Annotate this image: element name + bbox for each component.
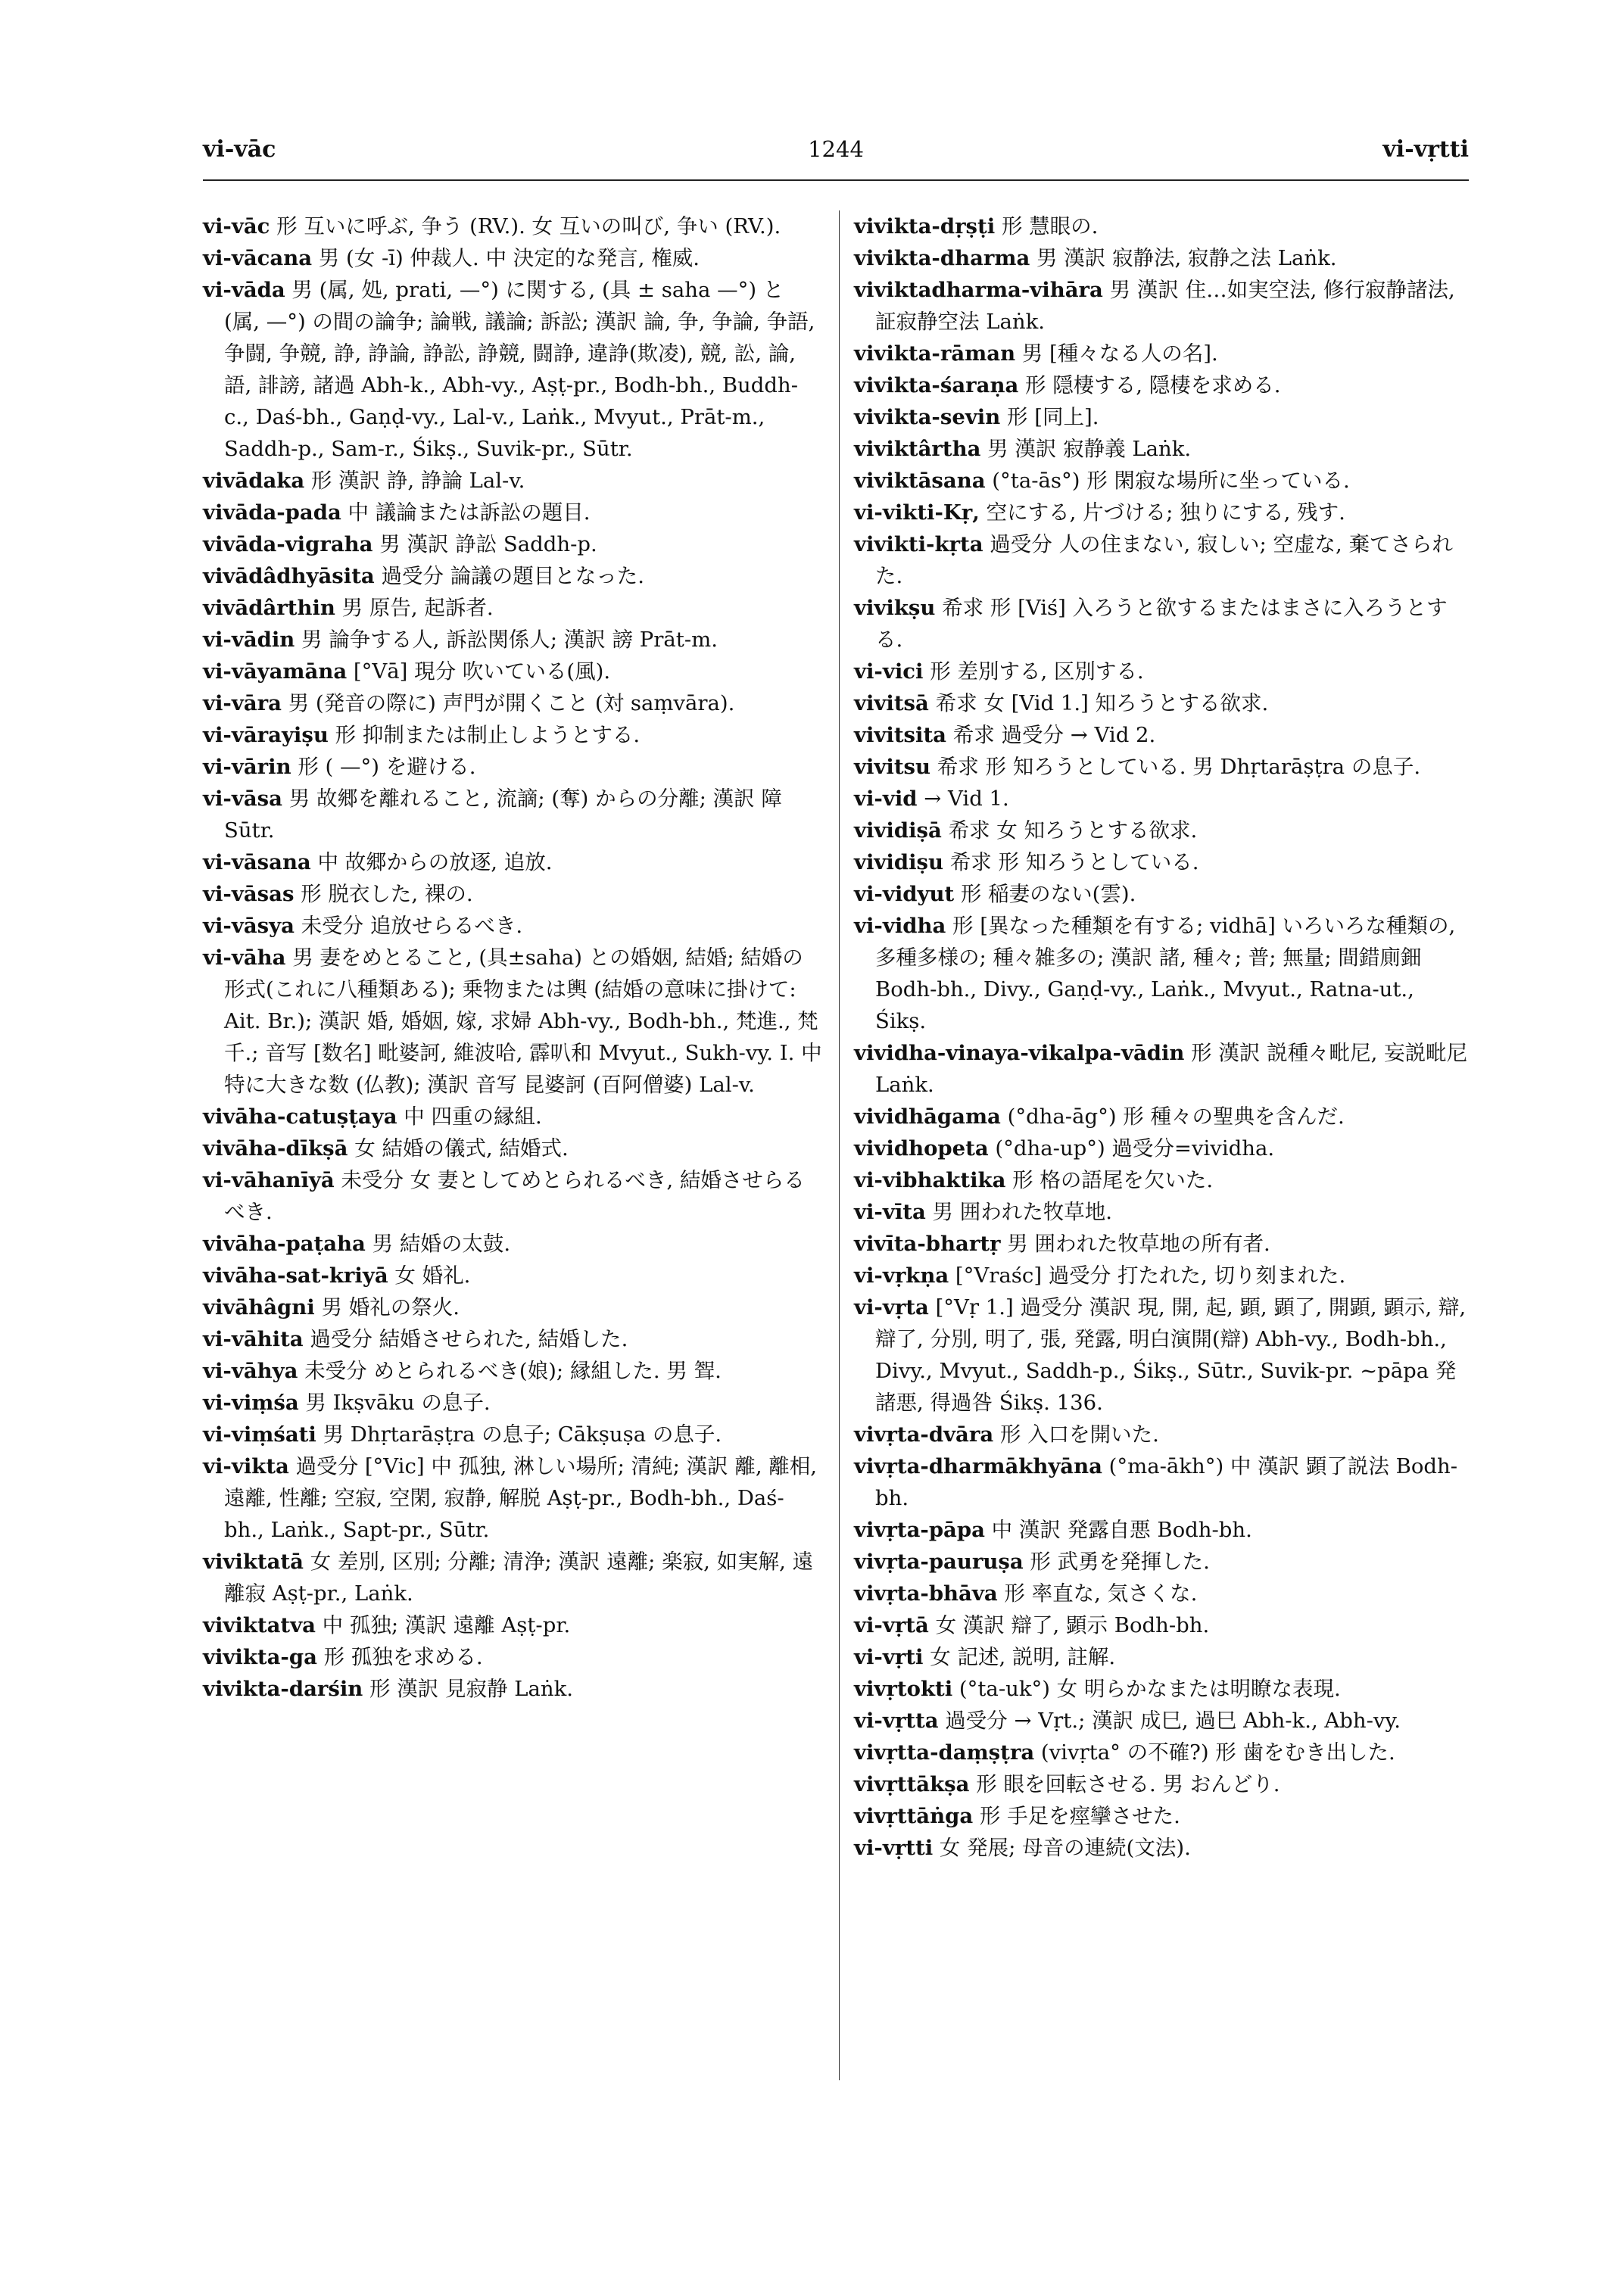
dictionary-entry [203, 1260, 822, 1291]
entry-definition: 形 互いに呼ぶ, 争う (RV.). 女 互いの叫び, 争い (RV.). [270, 214, 781, 238]
dictionary-entry [854, 1037, 1469, 1101]
entry-definition: 形 武勇を発揮した. [1023, 1550, 1210, 1574]
entry-definition: 未受分 追放せらるべき. [294, 914, 523, 938]
dictionary-entry [854, 1291, 1469, 1419]
entry-definition: 男 漢訳 寂静義 Laṅk. [980, 437, 1192, 461]
entry-definition: 形 ( —°) を避ける. [291, 755, 476, 779]
entry-definition: (°ta-uk°) 女 明らかなまたは明瞭な表現. [952, 1677, 1341, 1701]
entry-headword: vi-vikti-Kṛ, [854, 500, 980, 525]
dictionary-entry [854, 1737, 1469, 1768]
dictionary-entry [854, 910, 1469, 1037]
entry-definition: 未受分 めとられるべき(娘); 縁組した. 男 聟. [298, 1359, 722, 1383]
dictionary-entry [203, 274, 822, 465]
dictionary-entry [854, 592, 1469, 656]
dictionary-entry [203, 1450, 822, 1546]
dictionary-entry [203, 1323, 822, 1355]
entry-definition: 男 漢訳 諍訟 Saddh-p. [372, 532, 597, 556]
right-column [854, 210, 1469, 1864]
entry-definition: 過受分 人の住まない, 寂しい; 空虚な, 棄てさられた. [875, 532, 1454, 588]
entry-headword: vivikta-ga [203, 1645, 317, 1669]
entry-headword: vi-vīta [854, 1200, 926, 1224]
entry-headword: vi-vāda [203, 278, 285, 302]
entry-definition: 中 漢訳 発露自悪 Bodh-bh. [984, 1518, 1252, 1542]
dictionary-entry [854, 338, 1469, 369]
entry-definition: 男 漢訳 寂静法, 寂静之法 Laṅk. [1030, 246, 1337, 270]
entry-headword: vivṛttāṅga [854, 1804, 974, 1828]
dictionary-entry [203, 624, 822, 656]
entry-definition: 形 率直な, 気さくな. [997, 1581, 1198, 1606]
entry-definition: 男 婚礼の祭火. [314, 1295, 460, 1319]
entry-headword: vivāhâgni [203, 1295, 315, 1319]
entry-definition: 女 記述, 説明, 註解. [923, 1645, 1116, 1669]
dictionary-entry [854, 656, 1469, 687]
dictionary-entry [854, 846, 1469, 878]
entry-headword: vivikti-kṛta [854, 532, 983, 556]
entry-definition: 女 発展; 母音の連続(文法). [933, 1836, 1191, 1860]
entry-headword: vi-vṛti [854, 1645, 924, 1669]
dictionary-entry [854, 465, 1469, 497]
entry-headword: vi-vārin [203, 755, 291, 779]
dictionary-entry [854, 1609, 1469, 1641]
entry-definition: 男 (属, 処, prati, —°) に関する, (具 ± saha —°) と (属, —°) の間の論争; 論戦, 議論; 訴訟; 漢訳 論, 争, 争論, 争語, 争闘, 争競, 諍, 諍論, 諍訟, 諍競, 闘諍, 違諍(欺凌), 競, 訟, 論, 語, 誹謗, 諸過 Abh-k., Abh-vy., Aṣṭ-pr., Bodh-bh., Buddh-c., Daś-bh., Gaṇḍ-vy., Lal-v., Laṅk., Mvyut., Prāt-m., Saddh-p., Sam-r., Śikṣ., Suvik-pr., Sūtr. [224, 278, 815, 461]
entry-headword: vividiṣā [854, 818, 942, 843]
entry-definition: 形 [同上]. [1000, 405, 1099, 429]
dictionary-entry [854, 1546, 1469, 1578]
entry-headword: vi-viṃśa [203, 1391, 299, 1415]
entry-headword: vivikta-dṛṣṭi [854, 214, 996, 238]
entry-definition: 形 [異なった種類を有する; vidhā] いろいろな種類の, 多種多様の; 種々雑多の; 漢訳 諸, 種々; 普; 無量; 間錯廁鈿 Bodh-bh., Divy., Gaṇḍ-vy., Laṅk., Mvyut., Ratna-ut., Śikṣ. [875, 914, 1456, 1033]
entry-headword: vivṛta-pauruṣa [854, 1550, 1024, 1574]
entry-headword: viviktatā [203, 1550, 304, 1574]
entry-definition: 過受分 結婚させられた, 結婚した. [303, 1327, 628, 1351]
entry-headword: vivṛta-dvāra [854, 1422, 994, 1447]
entry-headword: vivṛttākṣa [854, 1772, 970, 1796]
entry-headword: vivīta-bhartṛ [854, 1232, 1001, 1256]
entry-definition: 希求 形 知ろうとしている. [943, 850, 1199, 874]
entry-headword: vividha-vinaya-vikalpa-vādin [854, 1041, 1185, 1065]
dictionary-entry [854, 1450, 1469, 1514]
entry-definition: 希求 形 [Viś] 入ろうと欲するまたはまさに入ろうとする. [875, 596, 1448, 652]
entry-definition: 中 議論または訴訟の題目. [341, 500, 591, 525]
dictionary-entry [854, 1800, 1469, 1832]
entry-headword: vivṛta-dharmākhyāna [854, 1454, 1102, 1478]
page-header [203, 136, 1469, 174]
entry-definition: 過受分 論議の題目となった. [374, 564, 644, 588]
entry-headword: vi-vidha [854, 914, 946, 938]
entry-headword: vivikṣu [854, 596, 936, 620]
dictionary-entry [854, 401, 1469, 433]
dictionary-entry [854, 687, 1469, 719]
entry-definition: → Vid 1. [917, 787, 1009, 811]
entry-headword: vi-vidyut [854, 882, 955, 906]
entry-headword: vividhopeta [854, 1136, 989, 1161]
entry-headword: vi-vārayiṣu [203, 723, 329, 747]
entry-headword: vivṛtokti [854, 1677, 953, 1701]
dictionary-entry [203, 465, 822, 497]
entry-headword: vi-vṛtti [854, 1836, 934, 1860]
entry-headword: vivitsu [854, 755, 931, 779]
dictionary-entry [854, 1578, 1469, 1609]
dictionary-entry [854, 1419, 1469, 1450]
page-number: 1244 [808, 136, 864, 162]
entry-definition: 形 脱衣した, 裸の. [294, 882, 473, 906]
entry-headword: vi-vāhanīyā [203, 1168, 335, 1192]
entry-definition: 希求 形 知ろうとしている. 男 Dhṛtarāṣṭra の息子. [930, 755, 1421, 779]
dictionary-entry [854, 1260, 1469, 1291]
dictionary-entry [203, 592, 822, 624]
entry-headword: vivādaka [203, 469, 305, 493]
entry-definition: 中 四重の縁組. [397, 1104, 542, 1129]
entry-headword: vividhāgama [854, 1104, 1001, 1129]
entry-definition: 男 Ikṣvāku の息子. [298, 1391, 491, 1415]
entry-definition: 希求 女 [Vid 1.] 知ろうとする欲求. [928, 691, 1269, 715]
dictionary-entry [203, 1291, 822, 1323]
entry-definition: 形 眼を回転させる. 男 おんどり. [969, 1772, 1280, 1796]
entry-definition: 形 漢訳 見寂静 Laṅk. [363, 1677, 574, 1701]
entry-headword: vivṛta-bhāva [854, 1581, 998, 1606]
entry-headword: vivāha-dīkṣā [203, 1136, 348, 1161]
entry-headword: vivikta-dharma [854, 246, 1030, 270]
entry-headword: vivāha-paṭaha [203, 1232, 366, 1256]
entry-headword: vivādâdhyāsita [203, 564, 375, 588]
entry-headword: vivṛta-pāpa [854, 1518, 985, 1542]
dictionary-entry [854, 1673, 1469, 1705]
entry-definition: 中 故郷からの放逐, 追放. [310, 850, 553, 874]
entry-definition: 希求 過受分 → Vid 2. [946, 723, 1156, 747]
dictionary-entry [854, 751, 1469, 783]
entry-headword: vi-vid [854, 787, 918, 811]
entry-definition: 形 漢訳 諍, 諍論 Lal-v. [304, 469, 525, 493]
entry-definition: (vivṛta° の不確?) 形 歯をむき出した. [1034, 1740, 1395, 1765]
dictionary-entry [854, 274, 1469, 338]
dictionary-entry [854, 242, 1469, 274]
entry-headword: vivikta-darśin [203, 1677, 363, 1701]
entry-definition: 形 孤独を求める. [316, 1645, 483, 1669]
entry-headword: vi-vici [854, 659, 924, 684]
dictionary-entry [854, 1228, 1469, 1260]
entry-headword: vivādârthin [203, 596, 335, 620]
dictionary-entry [203, 719, 822, 751]
entry-headword: vividiṣu [854, 850, 944, 874]
dictionary-entry [854, 1132, 1469, 1164]
entry-definition: 形 隠棲する, 隠棲を求める. [1018, 373, 1281, 397]
dictionary-entry [854, 1514, 1469, 1546]
entry-definition: 男 妻をめとること, (具±saha) との婚姻, 結婚; 結婚の形式(これに八種類ある); 乗物または輿 (結婚の意味に掛けて: Ait. Br.); 漢訳 婚, 婚姻, 嫁, 求婦 Abh-vy., Bodh-bh., 梵進., 梵千.; 音写 [数名] 毗婆訶, 維波哈, 霹叭和 Mvyut., Sukh-vy. I. 中 特に大きな数 (仏教); 漢訳 音写 昆婆訶 (百阿僧婆) Lal-v. [224, 946, 822, 1097]
dictionary-entry [203, 1546, 822, 1609]
column-divider [839, 210, 840, 2080]
dictionary-entry [203, 1609, 822, 1641]
entry-definition: 形 手足を痙攣させた. [973, 1804, 1180, 1828]
entry-headword: vivitsā [854, 691, 929, 715]
entry-definition: 形 抑制または制止しようとする. [328, 723, 641, 747]
entry-headword: vi-vāc [203, 214, 270, 238]
entry-headword: vi-vādin [203, 628, 295, 652]
entry-headword: vi-vāsa [203, 787, 282, 811]
entry-definition: 形 入口を開いた. [993, 1422, 1159, 1447]
header-rule [203, 179, 1469, 181]
dictionary-entry [203, 1387, 822, 1419]
dictionary-entry [854, 1164, 1469, 1196]
entry-headword: vi-vṛtta [854, 1709, 939, 1733]
entry-definition: 男 論争する人, 訴訟関係人; 漢訳 謗 Prāt-m. [295, 628, 718, 652]
entry-definition: 形 差別する, 区別する. [923, 659, 1144, 684]
entry-headword: vivitsita [854, 723, 947, 747]
entry-definition: 空にする, 片づける; 独りにする, 残す. [979, 500, 1345, 525]
entry-headword: vivāha-sat-kriyā [203, 1263, 388, 1288]
entry-definition: 女 漢訳 辯了, 顕示 Bodh-bh. [928, 1613, 1210, 1637]
dictionary-entry [203, 656, 822, 687]
entry-definition: (°ta-ās°) 形 閑寂な場所に坐っている. [985, 469, 1350, 493]
entry-headword: vi-vāsana [203, 850, 311, 874]
entry-headword: vi-vāsas [203, 882, 295, 906]
entry-headword: vivāda-pada [203, 500, 341, 525]
entry-definition: 形 格の語尾を欠いた. [1005, 1168, 1214, 1192]
entry-headword: viviktatva [203, 1613, 316, 1637]
entry-headword: vivikta-śaraṇa [854, 373, 1019, 397]
entry-definition: 男 囲われた牧草地. [925, 1200, 1113, 1224]
entry-headword: vi-vṛkṇa [854, 1263, 949, 1288]
dictionary-entry [203, 528, 822, 560]
dictionary-entry [203, 751, 822, 783]
entry-headword: vi-vāyamāna [203, 659, 348, 684]
dictionary-entry [854, 1196, 1469, 1228]
entry-headword: vi-vāha [203, 946, 286, 970]
dictionary-entry [854, 497, 1469, 528]
entry-headword: vi-vāra [203, 691, 282, 715]
entry-definition: 男 囲われた牧草地の所有者. [1000, 1232, 1270, 1256]
entry-definition: (°dha-up°) 過受分=vividha. [988, 1136, 1275, 1161]
entry-definition: 男 結婚の太鼓. [365, 1232, 511, 1256]
entry-headword: vi-viṃśati [203, 1422, 316, 1447]
entry-definition: 男 (発音の際に) 声門が開くこと (対 saṃvāra). [281, 691, 735, 715]
header-left-guideword: vi-vāc [203, 136, 276, 163]
entry-headword: viviktadharma-vihāra [854, 278, 1103, 302]
dictionary-entry [203, 783, 822, 846]
dictionary-entry [854, 1768, 1469, 1800]
entry-definition: 男 原告, 起訴者. [335, 596, 494, 620]
dictionary-entry [203, 1673, 822, 1705]
dictionary-entry [203, 687, 822, 719]
dictionary-entry [854, 719, 1469, 751]
entry-definition: 女 結婚の儀式, 結婚式. [348, 1136, 569, 1161]
dictionary-entry [203, 1132, 822, 1164]
dictionary-entry [203, 1641, 822, 1673]
header-right-guideword: vi-vṛtti [1382, 136, 1469, 163]
entry-definition: 希求 女 知ろうとする欲求. [941, 818, 1198, 843]
entry-definition: 過受分 → Vṛt.; 漢訳 成巳, 過巳 Abh-k., Abh-vy. [938, 1709, 1401, 1733]
dictionary-entry [854, 815, 1469, 846]
entry-definition: 中 孤独; 漢訳 遠離 Aṣṭ-pr. [315, 1613, 571, 1637]
dictionary-entry [854, 1832, 1469, 1864]
dictionary-entry [854, 1641, 1469, 1673]
entry-headword: vivāda-vigraha [203, 532, 373, 556]
entry-headword: vivikta-sevin [854, 405, 1001, 429]
dictionary-entry [854, 1101, 1469, 1132]
entry-headword: vi-vācana [203, 246, 313, 270]
entry-headword: vi-vāhita [203, 1327, 304, 1351]
dictionary-entry [203, 1355, 822, 1387]
entry-definition: (°ma-ākh°) 中 漢訳 顕了説法 Bodh-bh. [875, 1454, 1458, 1510]
dictionary-entry [203, 942, 822, 1101]
entry-headword: vi-vāhya [203, 1359, 298, 1383]
dictionary-entry [854, 210, 1469, 242]
entry-definition: 女 差別, 区別; 分離; 清浄; 漢訳 遠離; 楽寂, 如実解, 遠離寂 Aṣṭ-pr., Laṅk. [224, 1550, 814, 1606]
entry-definition: [°Vraśc] 過受分 打たれた, 切り刻まれた. [949, 1263, 1346, 1288]
entry-definition: 男 (女 -ī) 仲裁人. 中 決定的な発言, 権威. [312, 246, 700, 270]
entry-headword: vivikta-rāman [854, 341, 1016, 366]
dictionary-entry [203, 1164, 822, 1228]
entry-definition: 男 Dhṛtarāṣṭra の息子; Cākṣuṣa の息子. [316, 1422, 722, 1447]
entry-definition: 形 慧眼の. [995, 214, 1099, 238]
entry-headword: vivāha-catuṣṭaya [203, 1104, 397, 1129]
left-column [203, 210, 822, 1705]
dictionary-entry [854, 1705, 1469, 1737]
entry-definition: (°dha-āg°) 形 種々の聖典を含んだ. [1000, 1104, 1345, 1129]
dictionary-entry [854, 433, 1469, 465]
entry-headword: viviktāsana [854, 469, 986, 493]
entry-headword: vi-vṛta [854, 1295, 929, 1319]
entry-definition: 過受分 [°Vic] 中 孤独, 淋しい場所; 清純; 漢訳 離, 離相, 遠離, 性離; 空寂, 空閑, 寂静, 解脱 Aṣṭ-pr., Bodh-bh., Daś-bh., Laṅk., Sapt-pr., Sūtr. [224, 1454, 818, 1542]
entry-definition: [°Vṛ 1.] 過受分 漢訳 現, 開, 起, 顕, 顕了, 開顕, 顕示, 辯, 辯了, 分別, 明了, 張, 発露, 明白演開(辯) Abh-vy., Bodh-bh., Divy., Mvyut., Saddh-p., Śikṣ., Sūtr., Suvik-pr. ~pāpa 発諸悪, 得過咎 Śikṣ. 136. [875, 1295, 1467, 1415]
dictionary-entry [203, 560, 822, 592]
dictionary-entry [854, 878, 1469, 910]
entry-definition: [°Vā] 現分 吹いている(風). [347, 659, 611, 684]
entry-headword: vi-vibhaktika [854, 1168, 1006, 1192]
entry-definition: 未受分 女 妻としてめとられるべき, 結婚させらるべき. [224, 1168, 805, 1224]
dictionary-entry [203, 1101, 822, 1132]
dictionary-entry [203, 846, 822, 878]
dictionary-entry [203, 1419, 822, 1450]
entry-definition: 形 漢訳 説種々毗尼, 妄説毗尼 Laṅk. [875, 1041, 1468, 1097]
entry-headword: viviktârtha [854, 437, 981, 461]
entry-definition: 女 婚礼. [388, 1263, 471, 1288]
entry-definition: 男 [種々なる人の名]. [1015, 341, 1218, 366]
dictionary-entry [854, 369, 1469, 401]
entry-headword: vi-vṛtā [854, 1613, 929, 1637]
dictionary-entry [203, 1228, 822, 1260]
entry-headword: vi-vāsya [203, 914, 295, 938]
dictionary-entry [203, 878, 822, 910]
dictionary-entry [854, 783, 1469, 815]
dictionary-entry [854, 528, 1469, 592]
entry-definition: 男 漢訳 住…如実空法, 修行寂静諸法, 証寂静空法 Laṅk. [875, 278, 1455, 334]
dictionary-entry [203, 210, 822, 242]
entry-headword: vivṛtta-daṃṣṭra [854, 1740, 1035, 1765]
entry-definition: 男 故郷を離れること, 流謫; (奪) からの分離; 漢訳 障 Sūtr. [224, 787, 782, 843]
dictionary-entry [203, 497, 822, 528]
dictionary-entry [203, 910, 822, 942]
entry-headword: vi-vikta [203, 1454, 289, 1478]
entry-definition: 形 稲妻のない(雲). [954, 882, 1136, 906]
dictionary-entry [203, 242, 822, 274]
